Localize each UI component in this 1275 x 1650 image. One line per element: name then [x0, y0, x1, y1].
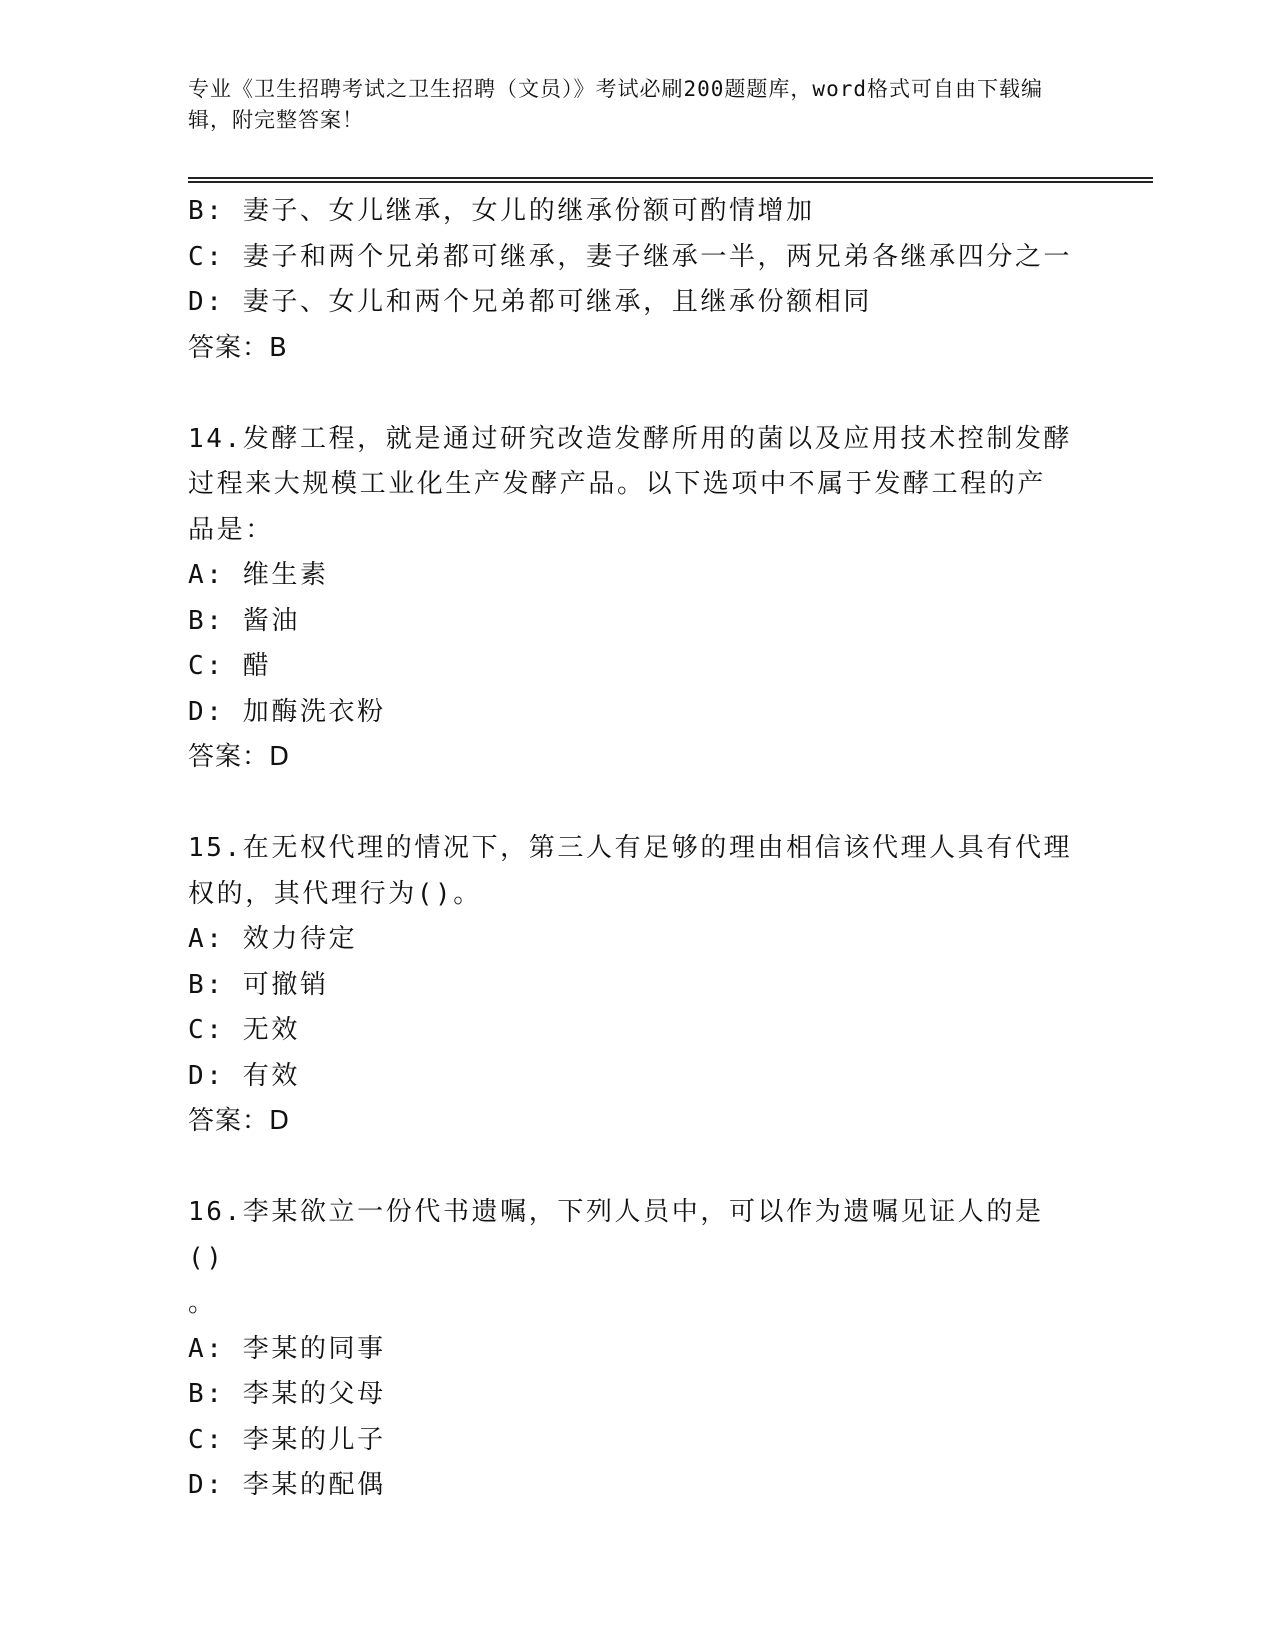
- question-stem-line: 品是：: [188, 514, 274, 545]
- option-d: D: 李某的配偶: [188, 1470, 386, 1500]
- question-stem-line: 14.发酵工程，就是通过研究改造发酵所用的菌以及应用技术控制发酵: [188, 423, 1073, 454]
- question-stem-line: 。: [188, 1288, 217, 1318]
- option-d: D: 妻子、女儿和两个兄弟都可继承，且继承份额相同: [188, 287, 872, 317]
- option-c: C: 妻子和两个兄弟都可继承，妻子继承一半，两兄弟各继承四分之一: [188, 241, 1073, 272]
- question-stem-line: 权的，其代理行为()。: [188, 878, 482, 909]
- answer-line: 答案：D: [188, 1106, 291, 1136]
- answer-line: 答案：B: [188, 332, 288, 363]
- question-14: [188, 417, 1078, 781]
- option-d: D: 加酶洗衣粉: [188, 696, 386, 727]
- header-divider-top: [188, 177, 1153, 179]
- answer-line: 答案：D: [188, 742, 291, 772]
- option-b: B: 李某的父母: [188, 1379, 386, 1409]
- spacer: [188, 1145, 1078, 1191]
- option-b: B: 可撤销: [188, 969, 329, 1000]
- header-divider-bottom: [188, 181, 1153, 183]
- question-15: [188, 826, 1078, 1145]
- question-16: [188, 1190, 1078, 1509]
- option-a: A: 效力待定: [188, 924, 358, 954]
- option-c: C: 醋: [188, 651, 272, 681]
- question-content: [188, 189, 1078, 1509]
- question-13-continued: [188, 189, 1078, 371]
- option-b: B: 妻子、女儿继承，女儿的继承份额可酌情增加: [188, 196, 815, 226]
- question-stem-line: 过程来大规模工业化生产发酵产品。以下选项中不属于发酵工程的产: [188, 469, 1047, 499]
- question-stem-line: 16.李某欲立一份代书遗嘱，下列人员中，可以作为遗嘱见证人的是(): [188, 1197, 1044, 1273]
- option-a: A: 维生素: [188, 560, 329, 590]
- option-c: C: 无效: [188, 1015, 300, 1045]
- document-header: 专业《卫生招聘考试之卫生招聘（文员）》考试必刷200题题库，word格式可自由下载编辑，附完整答案！: [188, 77, 1043, 132]
- question-stem-line: 15.在无权代理的情况下，第三人有足够的理由相信该代理人具有代理: [188, 833, 1073, 863]
- option-b: B: 酱油: [188, 605, 300, 636]
- option-c: C: 李某的儿子: [188, 1424, 386, 1455]
- spacer: [188, 781, 1078, 827]
- option-a: A: 李某的同事: [188, 1333, 386, 1364]
- option-d: D: 有效: [188, 1060, 300, 1091]
- spacer: [188, 371, 1078, 417]
